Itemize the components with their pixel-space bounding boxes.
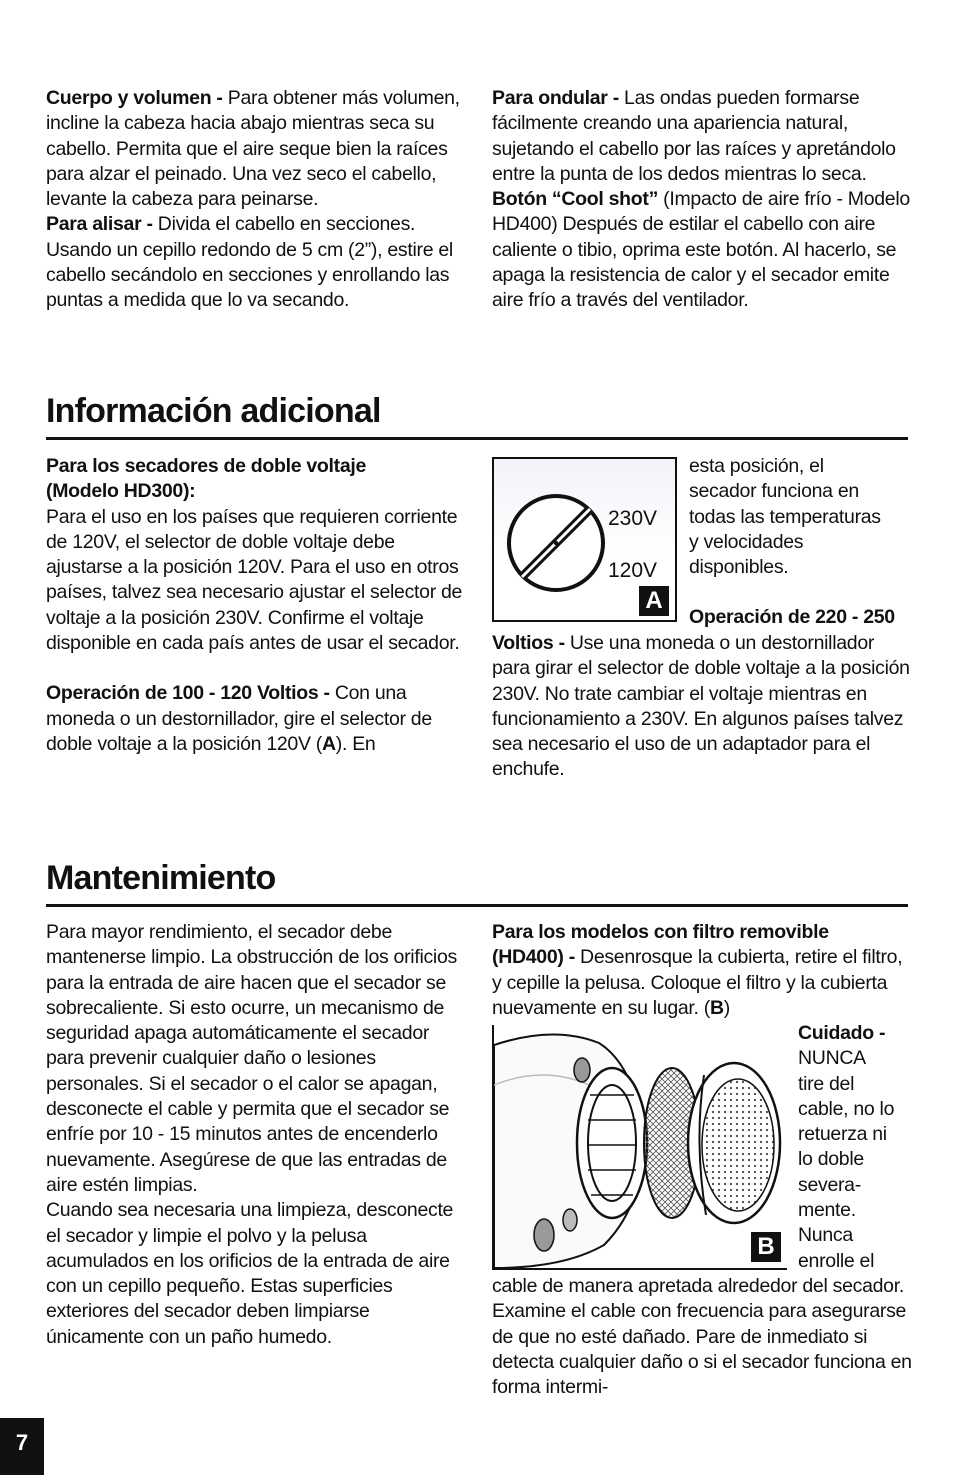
label-120v: 120V [608, 559, 658, 582]
straighten-label: Para alisar - [46, 213, 158, 236]
maintenance-paragraph-1: Para mayor rendimiento, el secador debe mantenerse limpio. La obstrucción de los orificios para la entrada de aire hacen que el secador se sobrecaliente. Si esto ocurre, un mecanismo de seguridad apaga automáticamente el secador para prevenir cualquier daño o lesiones personales. Si el secador o el calor se apagan, desconecte el cable y permita que el secador se enfríe por 10 - 15 minutos antes de encenderlo nuevamente. Asegúrese de que las entradas de aire estén limpias. [46, 921, 457, 1196]
filter-heading-b: (HD400) - [492, 946, 581, 969]
section-title-maintenance: Mantenimiento [46, 858, 908, 907]
cool-shot-label: Botón “Cool shot” [492, 188, 659, 211]
dual-voltage-right-wrap: esta posición, el secador funciona en todas las temperaturas y velocidades disponibles. Operación de 220 - 250 [689, 454, 911, 631]
caution-label: Cuidado - [798, 1022, 886, 1044]
operation-220-label-b: Voltios - [492, 632, 570, 654]
figure-a-badge: A [639, 586, 669, 616]
figure-b-badge: B [751, 1232, 781, 1262]
figure-b-filter-illustration [492, 1025, 787, 1270]
caution-wrap-column: Cuidado - NUNCA tire del cable, no lo retuerza ni lo doble severa- mente. Nunca enrolle el [798, 1022, 895, 1272]
label-230v: 230V [608, 507, 658, 530]
operation-120-label: Operación de 100 - 120 Voltios - [46, 682, 335, 705]
dryer-filter-drawing [494, 1025, 787, 1268]
body-volume-label: Cuerpo y volumen - [46, 87, 228, 109]
figure-b-reference: B [709, 996, 724, 1019]
top-right-column [492, 86, 910, 314]
page-number: 7 [0, 1418, 44, 1475]
figure-a-voltage-selector [492, 457, 677, 622]
cool-shot-paragraph: Botón “Cool shot” (Impacto de aire frío - Modelo HD400) Después de estilar el cabello con aire caliente o tibio, oprima este botón. Al hacerlo, se apaga la resistencia de calor y el secador emite aire frío a través del ventilador. [492, 188, 910, 312]
operation-220-label-a: Operación de 220 - 250 [689, 606, 895, 629]
wave-label: Para ondular - [492, 87, 625, 109]
straighten-paragraph: Para alisar - Divida el cabello en secciones. Usando un cepillo redondo de 5 cm (2”), estire el cabello secándolo en secciones y enrollando las puntas a medida que lo va secando. [46, 213, 453, 312]
maintenance-paragraph-2: Cuando sea necesaria una limpieza, desconecte el secador y limpie el polvo y la pelusa acumulados en los orificios de la entrada de aire con un cepillo pequeño. Estas superficies exteriores del secador deben limpiarse únicamente con un paño humedo. [46, 1199, 454, 1348]
section-title-additional-info: Información adicional [46, 391, 908, 440]
maintenance-left-column [46, 920, 464, 1350]
dual-voltage-text: Para el uso en los países que requieren corriente de 120V, el selector de doble voltaje debe ajustarse a la posición 120V. Para el uso en otros países, talvez sea necesario ajustar el selector de voltaje a la posición 230V. Confirme el voltaje disponible en cada país antes de usar el secador. [46, 505, 463, 655]
dual-voltage-heading: Para los secadores de doble voltaje (Modelo HD300): [46, 455, 367, 503]
operation-120-paragraph: Operación de 100 - 120 Voltios - Con una moneda o un destornillador, gire el selector de doble voltaje a la posición 120V (A). En [46, 682, 432, 755]
dual-voltage-left-column [46, 454, 464, 757]
operation-220-paragraph: Voltios - Use una moneda o un destornillador para girar el selector de doble voltaje a la posición 230V. No trate cambiar el voltaje mientras en funcionamiento a 230V. En algunos países talvez sea necesario el uso de un adaptador para el enchufe. [492, 632, 910, 781]
figure-a-reference: A [322, 732, 336, 755]
body-volume-paragraph: Cuerpo y volumen - Para obtener más volumen, incline la cabeza hacia abajo mientras seca su cabello. Permita que el aire seque bien la raíces para alzar el peinado. Una vez seco el cabello, levante la cabeza para peinarse. [46, 87, 460, 211]
caution-continued-paragraph: cable de manera apretada alrededor del secador. Examine el cable con frecuencia para asegurarse de que no esté dañado. Pare de inmediato si detecta cualquier daño o si el secador funciona en forma intermi- [492, 1275, 912, 1399]
filter-heading-a: Para los modelos con filtro removible [492, 921, 829, 943]
removable-filter-paragraph: Para los modelos con filtro removible (HD400) - Desenrosque la cubierta, retire el filtro, y cepille la pelusa. Coloque el filtro y la cubierta nuevamente en su lugar. (B) [492, 921, 903, 1019]
top-left-column [46, 86, 464, 314]
wave-paragraph: Para ondular - Las ondas pueden formarse fácilmente creando una apariencia natural, sujetando el cabello por las raíces y apretándolo entre la punta de los dedos mientras lo seca. [492, 87, 896, 185]
